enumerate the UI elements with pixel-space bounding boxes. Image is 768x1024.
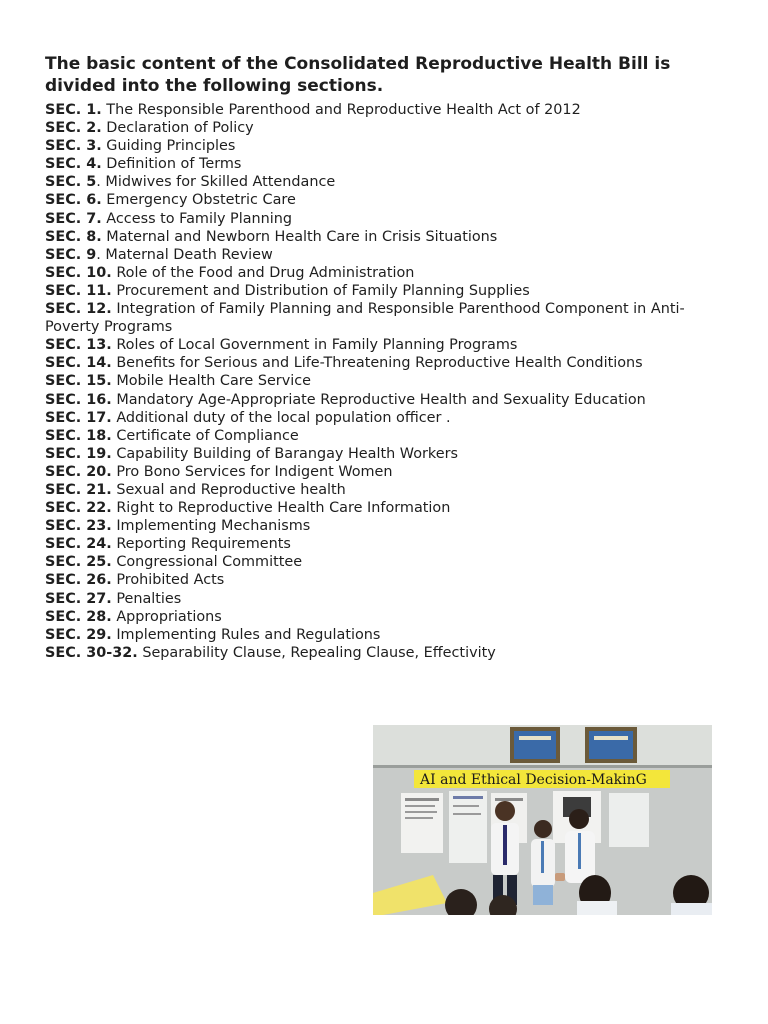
section-number: SEC. 17. xyxy=(45,409,112,426)
classroom-photo xyxy=(373,725,712,915)
section-item xyxy=(45,354,735,372)
section-item xyxy=(45,571,735,589)
section-number: SEC. 30-32. xyxy=(45,644,138,661)
section-title: Right to Reproductive Health Care Information xyxy=(116,500,451,517)
section-number: SEC. 27. xyxy=(45,590,112,607)
section-item xyxy=(45,608,735,626)
section-number: SEC. 6. xyxy=(45,192,102,209)
section-number: SEC. 2. xyxy=(45,120,102,137)
section-number: SEC. 5 xyxy=(45,174,97,191)
section-item xyxy=(45,481,735,499)
section-item xyxy=(45,191,735,209)
section-number: SEC. 1. xyxy=(45,102,102,118)
section-number: SEC. 11. xyxy=(45,282,112,299)
section-title: Maternal and Newborn Health Care in Crisis Situations xyxy=(106,228,498,245)
section-item xyxy=(45,445,735,463)
section-title: Integration of Family Planning and Responsible Parenthood Component in Anti-Poverty Programs xyxy=(45,301,685,336)
section-item xyxy=(45,300,735,336)
section-number: SEC. 25. xyxy=(45,554,112,571)
section-title: Guiding Principles xyxy=(106,138,236,155)
section-title: Congressional Committee xyxy=(116,554,303,571)
section-number: SEC. 14. xyxy=(45,355,112,372)
section-item xyxy=(45,282,735,300)
section-number: SEC. 10. xyxy=(45,264,112,281)
section-title: Mobile Health Care Service xyxy=(116,373,312,390)
classroom-photo-illustration xyxy=(373,725,712,915)
section-number: SEC. 22. xyxy=(45,500,112,517)
section-item xyxy=(45,644,735,662)
section-number: SEC. 21. xyxy=(45,481,112,498)
section-title: Separability Clause, Repealing Clause, Effectivity xyxy=(142,644,496,661)
section-item xyxy=(45,119,735,137)
section-item: SEC. 9. Maternal Death Review xyxy=(45,246,273,263)
section-title: Emergency Obstetric Care xyxy=(106,192,296,209)
section-number: SEC. 29. xyxy=(45,626,112,643)
section-item xyxy=(45,336,735,354)
section-number: SEC. 16. xyxy=(45,391,112,408)
section-number: SEC. 8. xyxy=(45,228,102,245)
section-number: SEC. 15. xyxy=(45,373,112,390)
document-body xyxy=(45,53,735,662)
section-title: Declaration of Policy xyxy=(106,120,254,137)
section-title: Sexual and Reproductive health xyxy=(116,481,346,498)
section-title: Certificate of Compliance xyxy=(116,427,299,444)
section-item xyxy=(45,553,735,571)
section-item xyxy=(45,264,735,282)
section-number: SEC. 18. xyxy=(45,427,112,444)
section-number: SEC. 24. xyxy=(45,536,112,553)
section-number: SEC. 20. xyxy=(45,463,112,480)
section-number: SEC. 7. xyxy=(45,210,102,227)
section-item xyxy=(45,427,735,445)
section-title: Midwives for Skilled Attendance xyxy=(105,174,336,191)
section-number: SEC. 19. xyxy=(45,445,112,462)
section-item xyxy=(45,590,735,608)
section-title: Definition of Terms xyxy=(106,156,242,173)
section-item xyxy=(45,626,735,644)
section-title: Capability Building of Barangay Health Workers xyxy=(116,445,459,462)
section-number: SEC. 3. xyxy=(45,138,102,155)
section-item xyxy=(45,409,735,427)
section-number: SEC. 12. xyxy=(45,301,112,318)
section-item xyxy=(45,155,735,173)
section-title: Implementing Mechanisms xyxy=(116,518,311,535)
section-item xyxy=(45,499,735,517)
section-number: SEC. 4. xyxy=(45,156,102,173)
section-item xyxy=(45,391,735,409)
section-item xyxy=(45,137,735,155)
section-number: SEC. 28. xyxy=(45,608,112,625)
section-item xyxy=(45,463,735,481)
section-title: Prohibited Acts xyxy=(116,572,225,589)
section-list xyxy=(45,101,735,662)
section-title: Penalties xyxy=(116,590,182,607)
section-item xyxy=(45,101,735,119)
section-item xyxy=(45,535,735,553)
section-title: Mandatory Age-Appropriate Reproductive Health and Sexuality Education xyxy=(116,391,646,408)
document-heading: The basic content of the Consolidated Reproductive Health Bill is divided into the following sections. xyxy=(45,54,671,96)
section-item xyxy=(45,228,735,246)
banner-text: AI and Ethical Decision-MakinG xyxy=(420,772,647,788)
section-title: Reporting Requirements xyxy=(116,536,291,553)
section-title: Benefits for Serious and Life-Threatening Reproductive Health Conditions xyxy=(116,355,643,372)
section-number: SEC. 13. xyxy=(45,337,112,354)
section-title: Appropriations xyxy=(116,608,222,625)
section-item: SEC. 5. Midwives for Skilled Attendance xyxy=(45,174,336,191)
section-title: Procurement and Distribution of Family Planning Supplies xyxy=(116,282,530,299)
section-number: SEC. 9 xyxy=(45,246,97,263)
section-title: Maternal Death Review xyxy=(105,246,273,263)
section-title: Access to Family Planning xyxy=(106,210,293,227)
section-title: Implementing Rules and Regulations xyxy=(116,626,381,643)
section-item xyxy=(45,210,735,228)
section-number: SEC. 26. xyxy=(45,572,112,589)
section-item xyxy=(45,372,735,390)
section-title: Pro Bono Services for Indigent Women xyxy=(116,463,393,480)
section-title: Additional duty of the local population officer . xyxy=(116,409,451,426)
section-title: Roles of Local Government in Family Planning Programs xyxy=(116,337,518,354)
section-number: SEC. 23. xyxy=(45,518,112,535)
section-title: The Responsible Parenthood and Reproductive Health Act of 2012 xyxy=(106,102,581,118)
section-title: Role of the Food and Drug Administration xyxy=(116,264,415,281)
section-item xyxy=(45,517,735,535)
